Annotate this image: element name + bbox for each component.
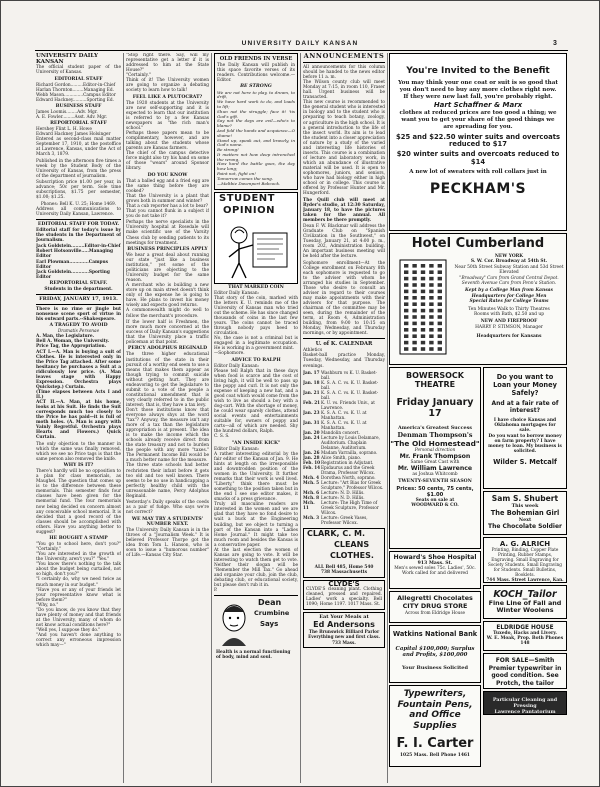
hotel-window [429, 264, 433, 268]
hotel-window [421, 283, 425, 287]
friends-box [214, 53, 298, 190]
bowersock-play: "The Old Homestead" [390, 439, 480, 448]
hotel-window [421, 315, 425, 319]
shubert-next-show: The Chocolate Soldier [487, 523, 562, 530]
plutocrat-text: The 1920 students at the University are now self-supporting and it is expected to learn that our institution is referred to by a few Kansas newspapers as "the rich man's school." Perhaps these papers mean to be complimentary, however, and are talking about the students whose parents are Kansas farmers. The chief of the campus detective force might also try his hand on some of those "wears" around Sponsor library. [126, 100, 209, 172]
hotel-window [404, 334, 408, 338]
calendar-date: Jan. 23 [303, 409, 320, 415]
calendar-date: Jan. 21 [303, 389, 320, 395]
eldridge-ad [483, 621, 567, 651]
hotel-window [429, 302, 433, 306]
calendar-date: Mch. 4 [303, 474, 320, 480]
announcements-text: All announcements for this column should be handed to the news editor before 11 a. m. The Wilson county club will meet Monday at 7:15, in room 110, Fraser hall. Urgent business will be transacted. This new course is recommended to the general student who is interested in biology and to the student who is preparing to teach botany, zoology, or agriculture in the high school. It is a general introduction to the life of the insect world. Its aim is to lead the student into a closer appreciation of nature by a study of the varied and interesting life histories of insects. This course is a combination of lecture and laboratory work, in which an abundance of illustrative material will be used. It is open to sophomores, juniors, and seniors, who have had biology either in high school or in college. This course is offered by Professor Hunter and Mr. Hungerford. [303, 65, 385, 197]
ed-andersons-ad [303, 612, 385, 647]
calendar-list [303, 370, 385, 525]
eldridge-sub: Tuxedo, Hacks and Livery. [493, 631, 557, 636]
business-principles-heading: BUSINESS PRINCIPLES APPLY [127, 246, 208, 252]
hotel-window [438, 315, 442, 319]
metcalf-loan-ad [483, 367, 567, 489]
column-1 [36, 53, 121, 783]
doyou-more: Perhaps the nerve specialists in the University hospital at Rosedale will make scientific use of the Varsity Chess club by sending patients to its meetings for treatment. [126, 220, 209, 246]
bought-text: "You go to school here, don't you?" "Certainly." "You are interested in the growth of the University, aren't you?" "Yes." "You know there's nothing to the talk about the budget being curtailed, not so high, don't you?" "I certainly do, why we need twice as much money in our budget." "Have you or any of your friends let your representative know what is before them?" "Why, no." "Do you know, do you know that they have plenty of money and that friends at the University, many of whom do not know actual conditions here?" "Well yes, I suppose they do." "And you haven't done anything to correct any erroneous impression which may—" [36, 542, 121, 649]
pantatorium-text: Particular Cleaning and Pressing Lawrence Pantatorium [492, 697, 558, 715]
hotel-window [412, 334, 416, 338]
hotel-window [412, 341, 416, 345]
alrich-address: 744 Mass. Street Lawrence, Kan. [486, 577, 564, 583]
bowersock-show: Denman Thompson's [397, 431, 473, 439]
hotel-window [438, 264, 442, 268]
column-divider [387, 53, 388, 783]
calendar-date: Feb. 21 [303, 399, 321, 405]
watkins-name: Watkins National Bank [392, 630, 478, 638]
dean-portrait-icon [216, 602, 252, 646]
staff-list [36, 83, 121, 103]
coin-letter: Editor Daily Kansan: That story of the coin, marked with the letters K. U. reminds me of the University of Kansas man who tried out the scheme. He has since changed thousands of coins in the last few years. The coins cannot be traced through nobody pays heed to circulation. No, the case is not a criminal but is engaged in a legitimate occupation. He is working in a government mint. —Sophomore. [214, 290, 298, 357]
calendar-event: Madam Varrailla, soprano. [321, 449, 378, 455]
hotel-window [438, 277, 442, 281]
business-principles-text: We hear a great deal about running our state "just like a business institution," yet some of the politicians are objecting to the University budget for the same reason. A merchant who is building a new store up on main street doesn't think only of the expense he is going to have. He plans to invest his money wisely and expects good returns. A commonwealth might do well to follow the merchant's procedure. [126, 252, 209, 319]
watkins-solicited: Your Business Solicited [402, 664, 468, 671]
calendar-event: K. S. A. C. vs. K. U. Basket-ball. [321, 379, 379, 390]
howard-address: 913 Mass. St. [417, 561, 453, 566]
staff-today-line: Robert Hotsonville.....Managing Editor [36, 249, 114, 260]
staff-line: Webb Mason..............Campus Editor [36, 92, 116, 98]
bowersock-william: Mr. William Lawrence [397, 465, 473, 472]
strong-heading: BE STRONG [240, 84, 272, 90]
hotel-window [429, 283, 433, 287]
reportorial-heading: REPORTORIAL STAFF [50, 121, 107, 127]
calendar-row [303, 480, 385, 490]
bowersock-josh: as Joshua Whitcomb [412, 472, 458, 477]
hotel-window [438, 334, 442, 338]
column-divider [123, 53, 124, 783]
allegretti-across: Across from Eldridge House [405, 610, 465, 615]
hotel-window [412, 347, 416, 351]
calendar-date: Jan. 20 [303, 429, 320, 435]
hotel-cars: "Broadway" Cars from Grand Central Depot. Seventh Avenue Cars from Penn'a Station. [459, 275, 559, 287]
hotel-window [438, 341, 442, 345]
invited-heading: You're Invited to the Benefit [406, 66, 550, 76]
hotel-kept: Kept by a College Man from Kansas Headquarters for College Men Special Rates for College Teams [465, 288, 553, 305]
dean-says: Says [260, 620, 279, 629]
koch-tailor-ad [483, 585, 567, 619]
clark-address: ALL Bell 485, Home 540 738 Massachusetts [314, 564, 374, 575]
business-heading: BUSINESS STAFF [55, 104, 102, 110]
shubert-name: Sam S. Shubert [491, 494, 559, 503]
calendar-event: Dorothea North, soprano. [321, 474, 376, 480]
dean-crumbine-box [214, 595, 298, 665]
clark-cleaners-ad [303, 528, 385, 578]
hotel-window [421, 309, 425, 313]
percy-text: The three higher educational institutions of the state in their pursuit of a worthy end seem to use a means that makes them appear as though trying to commit suicide without getting hurt. They are endeavoring to get the legislature to submit to a vote of the people a constitutional amendment that is very clearly referred to in the public interest; that is, they have a tax levy. Don't those institutions know that everyone always shys at the word "tax"? Anyway, the measure isn't any more of a tax than the legislature appropriation is at present. The idea is to make the income which the schools already receive direct from the state treasury and not to burden the people with any more "taxes." The Permanent Income Bill would be a much better name for the measure. The three state schools had better rechristen their infant before it gets too old and too well known. There seems to be no use in handicapping a perfectly healthy child with the unreasonable name, Percy Adolphus Reginald. [126, 352, 209, 499]
tragedy-end: The only objection to the manner in which the same was finally removed, which we see no Price tags is that the same person also removed the knife. [36, 441, 121, 462]
hotel-window [421, 290, 425, 294]
hotel-window [429, 334, 433, 338]
announcements-heading: ANNOUNCEMENTS [303, 53, 385, 60]
whys-heading: WHY IS IT? [63, 463, 94, 469]
calendar-event: Registration in Adjutant. [321, 459, 374, 465]
cartoon-title-top: STUDENT [219, 192, 275, 204]
hotel-cumberland-ad [389, 233, 567, 365]
fi-carter-name: F. I. Carter [396, 736, 474, 752]
hotel-window [412, 302, 416, 306]
fi-carter-address: 1025 Mass. Bell Phone 1461 [400, 753, 470, 759]
hotel-window [404, 270, 408, 274]
graduate-club-notice: Dean F. W. Blackmar will address the Graduate Club on "Spanish Civilization in the Southwest," on Tuesday, January 21, at 4:00 p. m., room 202, Administration building. An important business meeting will be held after the lecture. [303, 224, 385, 260]
column-divider [211, 53, 212, 783]
hotel-window [421, 277, 425, 281]
calendar-date: Mch. 8 [303, 494, 320, 500]
bowersock-frank: Mr. Frank Thompson [399, 453, 471, 460]
friends-heading: OLD FRIENDS IN VERSE [219, 56, 293, 62]
calendar-event: Lecture: The High Time of Greek Sculpture, Professor Wilcox. [321, 499, 379, 515]
calendar-event: Lecture: N. D. Hillis. [321, 489, 365, 495]
hotel-window [412, 309, 416, 313]
loan-question: Do you want to Loan your Money Safely? [493, 373, 557, 397]
for-sale-ad [483, 653, 567, 689]
pantatorium-ad [483, 691, 567, 715]
clark-name: CLARK, C. M. [307, 528, 366, 538]
hotel-window [412, 264, 416, 268]
hotel-headquarters: Headquarters for Kansans [476, 334, 542, 340]
shubert-show: The Bohemian Girl [490, 509, 560, 517]
eldridge-name: ELDRIDGE HOUSE [496, 625, 554, 631]
hotel-window [412, 277, 416, 281]
shubert-next: Next [518, 517, 532, 523]
sophomore-notice: Sophomore enrollment—At the College enrollment on February 8th each sophomore is requested to go to the adviser with whom he arranged his studies in September. Those who desire to consult an adviser in regard to their courses may make appointments with their advisers for that purpose. The chairman of the committee may be seen, during the remainder of the term, at Room 4, Administration building, from 9:00 to 10:15 on Monday, Wednesday, and Thursday mornings, or by appointment. [303, 260, 385, 337]
hotel-window [429, 296, 433, 300]
calendar-date: Jan. 24 [303, 434, 320, 440]
calendar-event: Mandolin concert. [321, 429, 360, 435]
hotel-window [429, 341, 433, 345]
staff-line: Harlan Thornton........Managing Ed. [36, 87, 115, 93]
rep-today-heading: REPORTORIAL STAFF. [49, 280, 108, 286]
cartoon-title-bottom: OPINION [223, 204, 276, 216]
invited-p2: clothes at reduced prices are too good a thing; we want you to get your share of the good things we are spreading for you. [399, 110, 557, 130]
hotel-subway: Near 50th Street Subway Station and 53d Street Elevated [454, 264, 564, 276]
calendar-row [303, 435, 385, 450]
hotel-window [404, 309, 408, 313]
hotel-window [404, 296, 408, 300]
column-2 [126, 53, 209, 783]
address-notice: Address all communications to University Daily Kansan, Lawrence. [36, 206, 121, 217]
hotel-window [412, 328, 416, 332]
bowersock-tagline: America's Greatest Success [398, 425, 472, 431]
hotel-window [404, 290, 408, 294]
calendar-event: Lecture: N. D. Hillis. [321, 494, 365, 500]
hotel-window [421, 328, 425, 332]
issue-date: FRIDAY, JANUARY 17, 1913. [39, 295, 118, 302]
calendar-row [303, 400, 385, 410]
ed-eat: Eat Your Meals at [319, 614, 369, 621]
staff-today-line: Jack Goldstein.........Editor-in-Chief [36, 244, 121, 250]
knock-heading: "AN INSIDE KICK" [231, 440, 281, 446]
hotel-window [421, 334, 425, 338]
bowersock-prices: Prices: 50 cents, 75 cents, $1.00 [396, 486, 474, 498]
calendar-date: Mch. 5 [303, 479, 320, 485]
staff-line: Richard Gordon.........Editor-in-Chief [36, 82, 116, 88]
calendar-event: Epidaurus and the Greek Drama, Professor Wilcox. [321, 464, 375, 475]
hotel-window [438, 347, 442, 351]
wesay-text: The University Daily Kansan is in the throes of a "Journalism Week." It is believed Professor Thorpe got the idea from Tom L. Hanson, who is soon to issue a "humorous number" of Life.—Kansas City Star. [126, 527, 209, 558]
ralph-letter: Editor Daily Kansan: Please tell Ralph that in these days when food is scarce and the cost of living high, it will be well to pass up the poppy and curl. It is not only the expense of keeping a new hat, and a good coat which would come from the wish to live as should a boy with a dog-cart. With the shortage of money, he could wear sparely clothes, attend social events and entertainments suitable for, owners of poppy and carts—all of which are needed. Shy the hundred dollars, Ralph. C. S. S. [214, 363, 298, 440]
hotel-window [429, 328, 433, 332]
hotel-window [404, 347, 408, 351]
calendar-date: Jan. 17 [303, 369, 320, 375]
clyde-ad [303, 580, 385, 611]
calendar-date: Jan. 18 [303, 379, 320, 385]
calendar-date: Mch. 11 [303, 499, 315, 510]
loan-rate: And at a fair rate of interest? [491, 400, 559, 414]
typewriters-heading: Typewriters, Fountain Pens, and Office Supplies [397, 689, 473, 731]
calendar-row [303, 465, 385, 475]
calendar-row [303, 370, 385, 380]
masthead-title: UNIVERSITY DAILY KANSAN [241, 40, 359, 47]
clark-line1: CLEANS [334, 539, 370, 549]
cartoon-caption: THAT MARKED COIN [228, 284, 284, 290]
hotel-window [421, 347, 425, 351]
hotel-window [404, 302, 408, 306]
tragedy-byline: Dramatis Personae [57, 329, 100, 335]
percy-heading: PERCY ADOLPHUS REGINALD [127, 346, 208, 352]
calendar-date: Jan. 28 [303, 454, 320, 460]
invited-lot: A new lot of sweaters with roll collars just in [409, 169, 547, 176]
calendar-date: Feb. 14 [303, 464, 321, 470]
cartoon-figure-icon [223, 223, 293, 281]
hotel-window [412, 283, 416, 287]
hotel-window [412, 290, 416, 294]
hotel-window [438, 322, 442, 326]
invited-brand: Hart Schaffner & Marx [433, 101, 523, 110]
hotel-window [429, 277, 433, 281]
ed-name: Ed Andersons [313, 620, 375, 630]
hotel-building-icon [396, 256, 450, 356]
paper-title: UNIVERSITY DAILY KANSAN [36, 53, 98, 66]
quill-notice: The Quill club will meet at Ryder's studio, at 12:30 Saturday, January 18, to have the pictures taken for the annual. All members be there promptly. [303, 197, 385, 223]
hotel-window [438, 296, 442, 300]
plutocrat-heading: FEEL LIKE A PLUTOCRAT? [132, 94, 203, 100]
column-divider [300, 53, 301, 783]
watkins-capital: Capital $100,000; Surplus and Profits, $100,000 [395, 646, 475, 659]
bowersock-ad [389, 367, 481, 549]
phones-notice: Phones: Bell K. U. 25; Home 1469. [40, 201, 117, 207]
ed-sub: The Brunswick Billiard Parlor Everything new and first class. 733 Mass. [308, 629, 380, 645]
calendar-event: K. S. A. C. vs. K. U. at Manhattan. [321, 409, 367, 420]
loan-name: Wilder S. Metcalf [493, 458, 557, 467]
hotel-window [421, 270, 425, 274]
column-4 [303, 53, 385, 783]
knock-letter: Editor Daily Kansan: A rather interesting editorial by the fair editor of the Kansan of Jan. 9. He hints at length on the irresponsible and downtrodden position of the women in the University. It further remarks that their work is well lived. "Liberty," think there must be something to the position taken but in the end I see one editor makes, it smacks of a press grievance. Truly all masculine readers are interested in the women and we are glad that they have no fond desire to wait a buck at the Engineering building, but we object to turning a part of the Kansan into a "Ladies Home Journal." It might take too much room and besides the Kansas is a conservative paper. At the last election the women of Kansas are going to vote. It will be interesting to watch them get to vote. Neither their slogan will be "Remember the Mill Tax." Go ahead and organize your club, join the club, debating club, or educational society, but please don't rub it in. P. [214, 446, 298, 594]
hotel-window [421, 264, 425, 268]
howard-name: Howard's Shoe Hospital [393, 554, 477, 561]
calendar-row [303, 500, 385, 515]
hotel-details [454, 254, 564, 340]
hotel-manager: HARRY P. STIMSON, Manager [475, 324, 543, 330]
masthead-rule [35, 50, 568, 51]
business-line: James Loomis........Adv. Mgr. [36, 110, 98, 116]
calendar-event: Alice Smith, piano. [321, 454, 362, 460]
invited-price1: $25 and $22.50 winter suits and overcoats reduced to $17 [396, 132, 561, 149]
for-sale-text: FOR SALE—Smith Premier typewriter in good condition. See Protch, the tailor [488, 657, 562, 687]
reportorial-names: Hershey Flint L. H. Howe Edward Hackney James Holsinger [36, 127, 111, 138]
friends-intro: The Daily Kansan will publish in this space favorite verses of its readers. Contributions welcome.—Editor. [217, 63, 295, 84]
loan-text: I have choice Kansas and Oklahoma mortgages for sale. Do you want to borrow money on farm property? I have money to loan. My business is solicited. [488, 418, 562, 455]
staff-heading: EDITORIAL STAFF [54, 76, 103, 82]
calendar-date: Jan. 31 [303, 419, 320, 425]
clyde-text: CLYDE'S cleaning plant. Clothing cleaned, pressed and repaired. Ladies' work a specialty. Bell 1090; Home 1197. 1017 Mass. St. [306, 586, 382, 608]
hotel-window [438, 309, 442, 313]
calendar-event: Lecture: "Art Bias for Greek Sculpture," Professor Wilcox. [321, 479, 384, 490]
koch-name: KOCH_Tailor [493, 589, 557, 600]
howard-text: Men's sewed soles 75c. Ladies', 50c. Work called for and delivered [394, 566, 476, 576]
calendar-row [303, 410, 385, 420]
watkins-bank-ad [389, 625, 481, 683]
calendar-date: Mch. 3 [303, 514, 320, 520]
quote-note: There is no rime or jingle but nonsense scene sport of virtue in his outward parts.--Shakespeare. [36, 306, 121, 322]
allegretti-name: Allegretti Chocolates [397, 594, 473, 602]
student-opinion-cartoon [214, 192, 298, 284]
koch-line: Fine Line of Fall and Winter Woolens [488, 599, 562, 615]
hotel-window [429, 290, 433, 294]
howard-shoe-ad [389, 551, 481, 589]
ralph-heading: ADVICE TO RALPH [231, 357, 281, 363]
dean-name: Crumbine [254, 609, 290, 618]
hotel-window [429, 270, 433, 274]
paper-official: The official student paper of the University of Kansas. [36, 65, 121, 76]
eldridge-address: W. E. Moak, Prop. Both Phones 148 [486, 636, 564, 646]
wesay-heading: WE MAY TRY A STUDENTS' NUMBER NEXT. [131, 516, 204, 527]
clyde-logo: CLYDE'S [328, 579, 360, 588]
hotel-window [421, 302, 425, 306]
tragedy-heading: A TRAGEDY TO AVOID [49, 323, 108, 329]
alumni-note: If the lower half is Freshmen, the more much more concerned at the success of Daily Kansan's suggestions that the University place a traffic policeman at that point. [126, 319, 209, 346]
doyou-heading: DO YOU KNOW [147, 172, 188, 178]
calendar-row [303, 390, 385, 400]
published-notice: Published in the afternoon five times a week by the Student Body of the University of Kansas, from the press of the department of journalism. [36, 158, 121, 179]
hotel-window [429, 347, 433, 351]
hotel-window [429, 322, 433, 326]
bowersock-seats: Seats on sale at WOODWARD & CO. [411, 498, 459, 508]
allegretti-ad [389, 591, 481, 623]
typewriters-ad [389, 685, 481, 767]
tragedy-text: A. Man, the Legislature. Bell A. Woman, the University. Price Tag, the Appropriation. ACT I.—A. Man is buying a suit of Clothes. He is interested only in the Price Tag attached. After some hesitancy he purchases a Suit at a ridiculously low price. (A. Man leaves stage with Happy Expression. Orchestra plays Quickstep.) Curtain. (Time elapses between Acts I and II.) ACT II.—A. Man, at his home, looks at his Suit. He finds the Suit corresponds much too closely to the Price he has paid—it is full of moth holes. (A. Man is angry with Vainly Regretful. Orchestra plays Hearts and Flowers.) Quick Curtain. [36, 334, 121, 441]
dean-title: Dean [258, 598, 282, 608]
bowersock-name: BOWERSOCK THEATRE [406, 371, 464, 389]
business-line: A. E. Fowler.........Asst. Adv. Mgr. [36, 115, 108, 121]
dean-quote: Health is a normal functioning of body, mind and soul. [216, 650, 291, 661]
hotel-window [412, 270, 416, 274]
hotel-fireproof: NEW AND FIREPROOF [480, 319, 538, 325]
staff-today-heading: EDITORIAL STAFF FOR TODAY. [37, 221, 120, 227]
calendar-event: Washburn vs K. U. Basket-ball. [321, 369, 377, 380]
calendar-heading: U. of K. CALENDAR [315, 341, 373, 348]
invited-price2: $20 winter suits and overcoats reduced to $14 [396, 149, 560, 166]
invited-p1: You may think your one coat or suit is so good that you don't need to buy any more clothes right now. If they were new last fall, you're probably right. [398, 80, 558, 100]
hotel-window [429, 309, 433, 313]
shubert-ad [483, 491, 567, 535]
staff-today-line: Earl Plowman.............Campus Editor [36, 259, 109, 270]
hotel-window [421, 296, 425, 300]
hotel-window [438, 302, 442, 306]
peckham-name: PECKHAM'S [429, 181, 527, 198]
calendar-event: Lecture by Louis Delamare, Auditorium. Chaplain Delanne, Auditorium. [321, 434, 380, 450]
page-number: 3 [553, 40, 557, 47]
staff-line: Edward Hackney..........Sporting Ed. [36, 97, 115, 103]
strong-poem: We are not here to play, to dream, to drift, We have hard work to do, and loads to lift; Shun not the struggle; face it! 'tis God's gift. Say not the days are evil—who's to blame? And fold the hands and acquiesce—O shame! Stand up, speak out, and bravely, in God's name. Be strong! It matters not how deep intrenched the wrong, How hard the battle goes, the day how long; Faint not, fight on! Tomorrow comes the song. —Maltbie Davenport Babcock. [217, 89, 295, 186]
calendar-row [303, 380, 385, 390]
calendar-event: K. U. vs. Friends Univ., at Lawrence. [321, 399, 375, 410]
doyou-text: That a balled egg and a fried egg are the same thing before they are cooked? That the University is a plant that grows both in summer and winter? That a cub reporter has a lot to bear? That you cannot flunk in a subject if you do not take it? [126, 178, 209, 220]
hotel-window [438, 283, 442, 287]
bowersock-direction: Personal direction [414, 448, 456, 453]
hotel-window [404, 277, 408, 281]
hotel-window [404, 322, 408, 326]
hotel-window [412, 322, 416, 326]
calendar-event: K. S. A. C. vs. K. U. at Manhattan. [321, 419, 367, 430]
rep-today-text: Students in the department. [44, 286, 113, 292]
subscription-notice: Subscription price $1.00 per year, in advance; 50c per term. Sole time subscriptions, $1.75 per semester, $1.00; $1.25. [36, 180, 121, 201]
whys-text: There's hardly will be no opposition to a plan for class memorials, as Maughel. The question that comes up is to the difference between these memorials. This semester finds four classes have been given for the memorial fund. The four memorials now being decided on concern almost any conceivable school memorial. It is decided that a good record of the classes should be accomplished with others. Have you anything better to suggest? [36, 469, 121, 535]
calendar-row [303, 515, 385, 525]
stamp-continued: "Stop right there. Say, will my representative get a letter if it is addressed to him at the State House?" "Certainly." Think of it! The University women are going to organize a debating society to learn how to talk! [126, 53, 209, 94]
alrich-ad [483, 537, 567, 583]
hotel-window [421, 341, 425, 345]
hotel-window [404, 328, 408, 332]
column-3 [214, 53, 298, 783]
hotel-window [404, 264, 408, 268]
hotel-window [404, 283, 408, 287]
allegretti-store: CITY DRUG STORE [402, 602, 468, 610]
hotel-window [404, 341, 408, 345]
calendar-row [303, 420, 385, 430]
calendar-date: Mch. 6 [303, 489, 320, 495]
calendar-event: K. S. A. C. vs. K. U. Basket-ball. [321, 389, 379, 400]
hotel-walk: Ten Minutes Walk to Thirty Theatres Rooms with Bath, $2.50 and up [468, 306, 550, 318]
hotel-location: NEW YORK S. W. Cor. Broadway at 54th St. [470, 254, 548, 265]
hotel-window [421, 322, 425, 326]
calendar-event: Lecture: Greek Vases, Professor Wilcox. [321, 514, 368, 525]
bowersock-season: TWENTY-SEVENTH SEASON [398, 479, 472, 484]
shubert-week: This week [511, 503, 539, 509]
hotel-window [438, 270, 442, 274]
calendar-date: Jan. 26 [303, 449, 320, 455]
yesterday-note: Yesterday's Daily speaks of the coeds as a pair of fudge. Who says we're not correct? [126, 500, 209, 516]
staff-today-line: Jack Goldstein............Sporting Editor [36, 269, 110, 280]
hotel-window [404, 315, 408, 319]
hotel-window [412, 296, 416, 300]
hotel-window [438, 328, 442, 332]
invited-ad [389, 53, 567, 231]
bought-heading: HE BOUGHT A STAMP [49, 536, 108, 542]
calendar-sub: Athletics Basket-ball practice Monday, Tuesday, Wednesday, and Thursday evenings. [303, 348, 385, 369]
hotel-window [412, 315, 416, 319]
hotel-name: Hotel Cumberland [411, 236, 545, 251]
clark-line2: CLOTHES. [330, 550, 374, 560]
staff-today-intro: Editorial staff for today's issue by the students in the Department of Journalism. [36, 227, 121, 244]
alrich-text: Printing, Binding, Copper Plate Printing, Rubber Stamps, Engraving. Small Engraving for Society Students. Small Engraving for Students. Small Bulletins, Booklets. [488, 547, 562, 577]
hotel-window [429, 315, 433, 319]
bowersock-date: Friday January 17 [396, 397, 474, 419]
hotel-window [438, 290, 442, 294]
calendar-date: Feb. 10 [303, 459, 321, 465]
alrich-name: A. G. ALRICH [499, 540, 551, 548]
entered-notice: Entered as second-class mail matter September 17, 1910, at the postoffice at Lawrence, Kansas, under the Act of March 3, 1879. [36, 137, 121, 158]
bowersock-same: Same Great Cast with [410, 460, 460, 465]
